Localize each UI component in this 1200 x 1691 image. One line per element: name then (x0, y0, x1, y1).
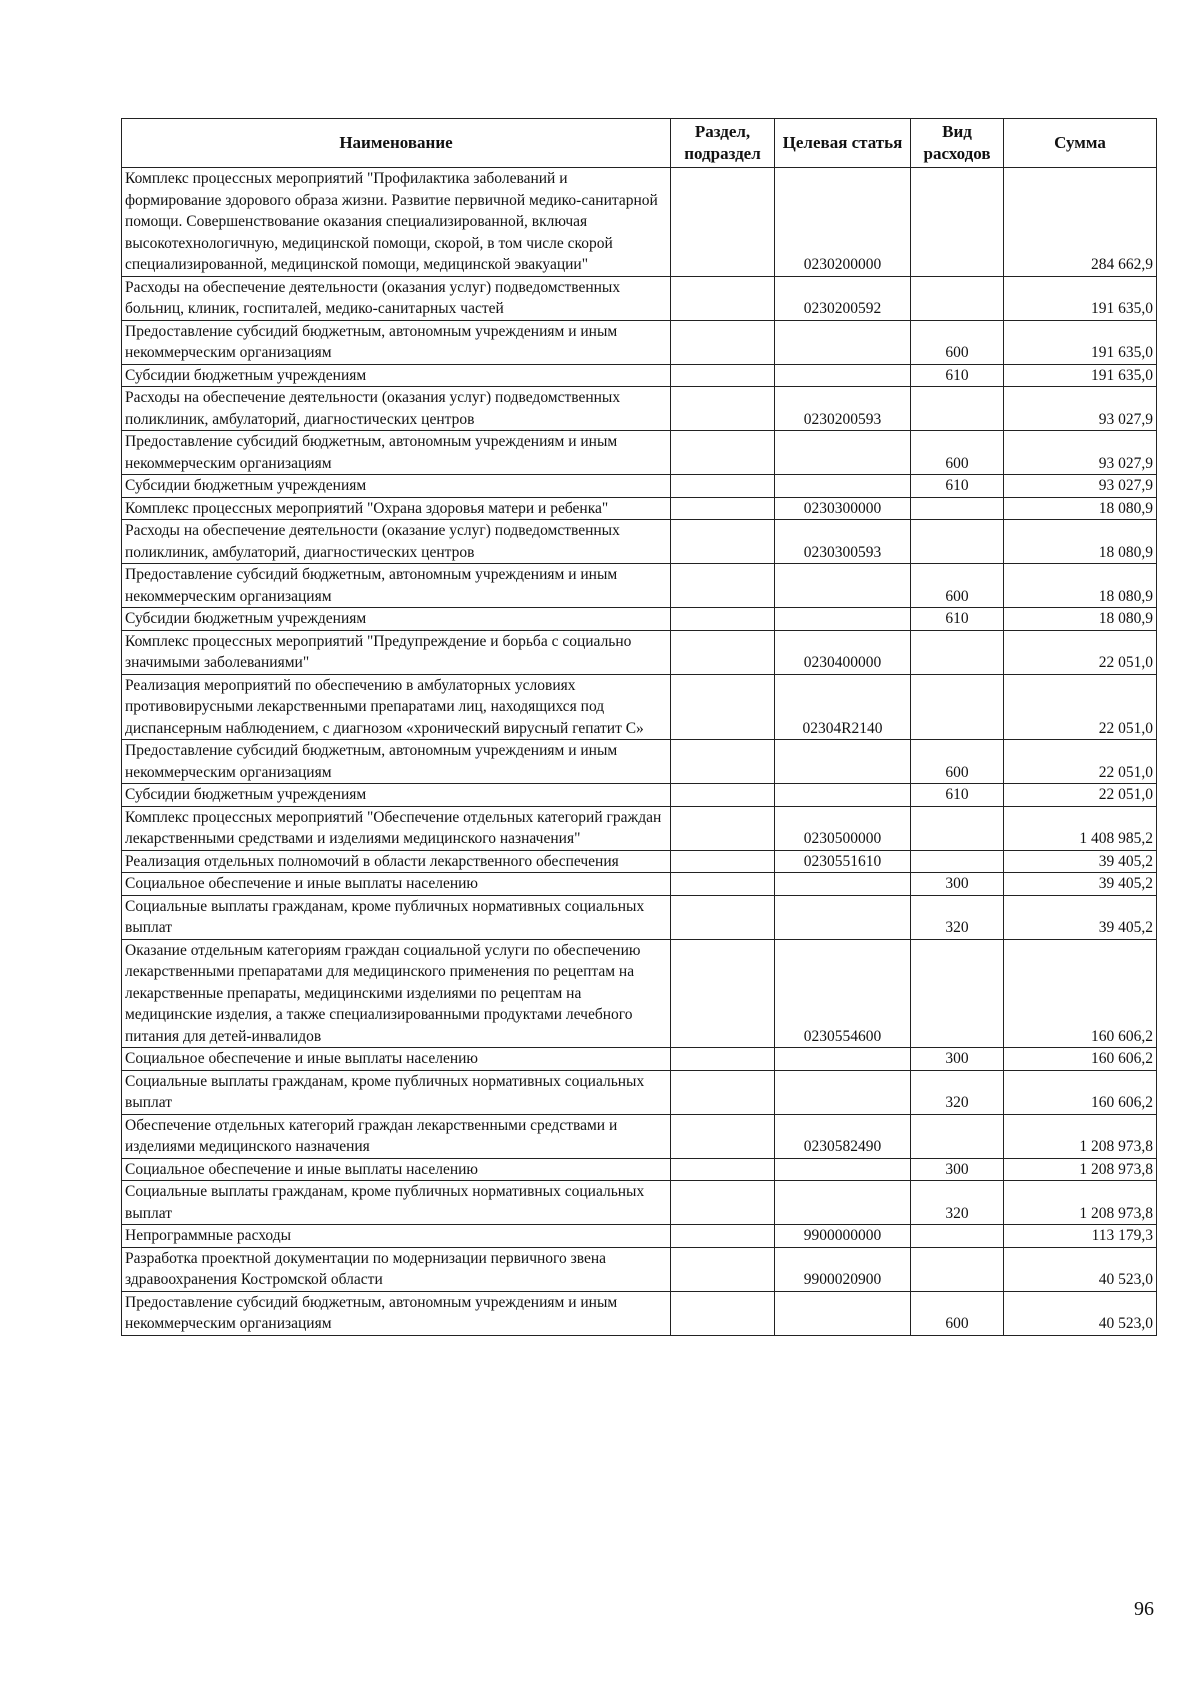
row-section-cell (671, 1225, 775, 1248)
row-target-cell: 0230551610 (775, 850, 911, 873)
header-target: Целевая статья (775, 119, 911, 168)
row-name-cell: Предоставление субсидий бюджетным, автономным учреждениям и иным некоммерческим организациям (122, 564, 671, 608)
row-kind-cell (911, 520, 1004, 564)
row-target-cell (775, 1291, 911, 1335)
row-name-cell: Расходы на обеспечение деятельности (оказания услуг) подведомственных больниц, клиник, госпиталей, медико-санитарных частей (122, 276, 671, 320)
row-kind-cell: 600 (911, 740, 1004, 784)
row-sum-cell: 93 027,9 (1004, 431, 1157, 475)
table-row (122, 1048, 1157, 1071)
row-target-cell: 9900020900 (775, 1247, 911, 1291)
row-sum-cell: 40 523,0 (1004, 1247, 1157, 1291)
row-section-cell (671, 1181, 775, 1225)
table-row (122, 431, 1157, 475)
row-section-cell (671, 939, 775, 1048)
row-section-cell (671, 1048, 775, 1071)
row-sum-cell: 191 635,0 (1004, 276, 1157, 320)
row-target-cell: 0230200592 (775, 276, 911, 320)
table-body (122, 168, 1157, 1336)
row-name-cell: Социальные выплаты гражданам, кроме публичных нормативных социальных выплат (122, 1070, 671, 1114)
row-kind-cell (911, 168, 1004, 277)
row-target-cell (775, 475, 911, 498)
row-target-cell (775, 1181, 911, 1225)
row-target-cell: 9900000000 (775, 1225, 911, 1248)
table-row (122, 784, 1157, 807)
row-name-cell: Расходы на обеспечение деятельности (оказание услуг) подведомственных поликлиник, амбулаторий, диагностических центров (122, 520, 671, 564)
row-sum-cell: 1 408 985,2 (1004, 806, 1157, 850)
row-name-cell: Предоставление субсидий бюджетным, автономным учреждениям и иным некоммерческим организациям (122, 431, 671, 475)
row-target-cell (775, 873, 911, 896)
row-sum-cell: 22 051,0 (1004, 674, 1157, 740)
row-section-cell (671, 630, 775, 674)
table-row (122, 276, 1157, 320)
row-target-cell: 0230500000 (775, 806, 911, 850)
row-name-cell: Социальные выплаты гражданам, кроме публичных нормативных социальных выплат (122, 1181, 671, 1225)
row-sum-cell: 40 523,0 (1004, 1291, 1157, 1335)
row-sum-cell: 22 051,0 (1004, 630, 1157, 674)
row-kind-cell (911, 1114, 1004, 1158)
row-name-cell: Социальное обеспечение и иные выплаты населению (122, 1158, 671, 1181)
table-row (122, 674, 1157, 740)
row-sum-cell: 93 027,9 (1004, 387, 1157, 431)
row-name-cell: Социальное обеспечение и иные выплаты населению (122, 873, 671, 896)
row-kind-cell (911, 850, 1004, 873)
row-sum-cell: 22 051,0 (1004, 784, 1157, 807)
row-kind-cell (911, 939, 1004, 1048)
row-target-cell (775, 895, 911, 939)
table-row (122, 895, 1157, 939)
table-row (122, 1291, 1157, 1335)
table-row (122, 497, 1157, 520)
table-row (122, 740, 1157, 784)
row-kind-cell: 300 (911, 1048, 1004, 1071)
row-name-cell: Социальные выплаты гражданам, кроме публичных нормативных социальных выплат (122, 895, 671, 939)
row-kind-cell: 600 (911, 320, 1004, 364)
row-kind-cell (911, 276, 1004, 320)
row-kind-cell: 300 (911, 873, 1004, 896)
table-row (122, 520, 1157, 564)
table-row (122, 850, 1157, 873)
table-row (122, 608, 1157, 631)
table-row (122, 1114, 1157, 1158)
row-sum-cell: 39 405,2 (1004, 895, 1157, 939)
table-row (122, 320, 1157, 364)
row-name-cell: Реализация мероприятий по обеспечению в амбулаторных условиях противовирусными лекарственными препаратами лиц, находящихся под диспансерным наблюдением, с диагнозом «хронический вирусный гепатит С» (122, 674, 671, 740)
header-sum: Сумма (1004, 119, 1157, 168)
table-row (122, 1158, 1157, 1181)
row-kind-cell: 600 (911, 564, 1004, 608)
row-target-cell (775, 431, 911, 475)
row-section-cell (671, 320, 775, 364)
row-section-cell (671, 1247, 775, 1291)
row-kind-cell: 610 (911, 364, 1004, 387)
row-target-cell (775, 740, 911, 784)
table-row (122, 1247, 1157, 1291)
header-kind: Вид расходов (911, 119, 1004, 168)
row-section-cell (671, 608, 775, 631)
row-sum-cell: 191 635,0 (1004, 320, 1157, 364)
row-target-cell (775, 564, 911, 608)
row-section-cell (671, 806, 775, 850)
row-target-cell: 0230200000 (775, 168, 911, 277)
row-kind-cell (911, 630, 1004, 674)
row-section-cell (671, 1291, 775, 1335)
row-section-cell (671, 850, 775, 873)
row-section-cell (671, 168, 775, 277)
row-kind-cell: 300 (911, 1158, 1004, 1181)
row-sum-cell: 18 080,9 (1004, 608, 1157, 631)
row-target-cell (775, 364, 911, 387)
row-sum-cell: 18 080,9 (1004, 497, 1157, 520)
row-name-cell: Комплекс процессных мероприятий "Профилактика заболеваний и формирование здорового образа жизни. Развитие первичной медико-санитарной помощи. Совершенствование оказания специализированной, включая высокотехнологичную, медицинской помощи, скорой, в том числе скорой специализированной, медицинской помощи, медицинской эвакуации" (122, 168, 671, 277)
row-sum-cell: 18 080,9 (1004, 564, 1157, 608)
row-kind-cell (911, 1247, 1004, 1291)
row-kind-cell: 600 (911, 431, 1004, 475)
row-target-cell (775, 1048, 911, 1071)
row-section-cell (671, 431, 775, 475)
row-kind-cell (911, 1225, 1004, 1248)
table-row (122, 387, 1157, 431)
row-section-cell (671, 1158, 775, 1181)
row-sum-cell: 1 208 973,8 (1004, 1181, 1157, 1225)
row-kind-cell (911, 674, 1004, 740)
table-row (122, 168, 1157, 277)
row-name-cell: Оказание отдельным категориям граждан социальной услуги по обеспечению лекарственными препаратами для медицинского применения по рецептам на лекарственные препараты, медицинскими изделиями по рецептам на медицинские изделия, а также специализированными продуктами лечебного питания для детей-инвалидов (122, 939, 671, 1048)
row-kind-cell: 320 (911, 1181, 1004, 1225)
row-target-cell: 0230200593 (775, 387, 911, 431)
row-sum-cell: 39 405,2 (1004, 873, 1157, 896)
row-sum-cell: 191 635,0 (1004, 364, 1157, 387)
row-section-cell (671, 364, 775, 387)
row-name-cell: Предоставление субсидий бюджетным, автономным учреждениям и иным некоммерческим организациям (122, 740, 671, 784)
row-target-cell: 0230582490 (775, 1114, 911, 1158)
table-row (122, 1225, 1157, 1248)
budget-table (121, 118, 1157, 1336)
row-section-cell (671, 740, 775, 784)
row-sum-cell: 93 027,9 (1004, 475, 1157, 498)
row-name-cell: Субсидии бюджетным учреждениям (122, 475, 671, 498)
row-kind-cell: 320 (911, 1070, 1004, 1114)
row-target-cell: 0230400000 (775, 630, 911, 674)
row-sum-cell: 113 179,3 (1004, 1225, 1157, 1248)
row-kind-cell: 610 (911, 784, 1004, 807)
row-target-cell: 0230300593 (775, 520, 911, 564)
row-name-cell: Реализация отдельных полномочий в области лекарственного обеспечения (122, 850, 671, 873)
row-sum-cell: 284 662,9 (1004, 168, 1157, 277)
row-name-cell: Субсидии бюджетным учреждениям (122, 608, 671, 631)
row-target-cell: 02304R2140 (775, 674, 911, 740)
row-name-cell: Субсидии бюджетным учреждениям (122, 364, 671, 387)
row-sum-cell: 1 208 973,8 (1004, 1158, 1157, 1181)
row-kind-cell: 610 (911, 608, 1004, 631)
row-kind-cell (911, 806, 1004, 850)
row-name-cell: Предоставление субсидий бюджетным, автономным учреждениям и иным некоммерческим организациям (122, 320, 671, 364)
header-section: Раздел, подраздел (671, 119, 775, 168)
row-name-cell: Расходы на обеспечение деятельности (оказания услуг) подведомственных поликлиник, амбулаторий, диагностических центров (122, 387, 671, 431)
row-section-cell (671, 387, 775, 431)
row-section-cell (671, 1114, 775, 1158)
table-row (122, 564, 1157, 608)
row-section-cell (671, 475, 775, 498)
row-name-cell: Комплекс процессных мероприятий "Обеспечение отдельных категорий граждан лекарственными средствами и изделиями медицинского назначения" (122, 806, 671, 850)
row-section-cell (671, 1070, 775, 1114)
row-sum-cell: 160 606,2 (1004, 1048, 1157, 1071)
row-name-cell: Комплекс процессных мероприятий "Предупреждение и борьба с социально значимыми заболеваниями" (122, 630, 671, 674)
row-name-cell: Обеспечение отдельных категорий граждан лекарственными средствами и изделиями медицинского назначения (122, 1114, 671, 1158)
row-name-cell: Непрограммные расходы (122, 1225, 671, 1248)
table-row (122, 475, 1157, 498)
table-row (122, 873, 1157, 896)
row-name-cell: Субсидии бюджетным учреждениям (122, 784, 671, 807)
page-number: 96 (1134, 1598, 1154, 1620)
row-kind-cell (911, 387, 1004, 431)
row-kind-cell: 320 (911, 895, 1004, 939)
table-header (122, 119, 1157, 168)
row-section-cell (671, 564, 775, 608)
row-sum-cell: 1 208 973,8 (1004, 1114, 1157, 1158)
header-name: Наименование (122, 119, 671, 168)
row-name-cell: Комплекс процессных мероприятий "Охрана здоровья матери и ребенка" (122, 497, 671, 520)
row-target-cell: 0230300000 (775, 497, 911, 520)
table-row (122, 364, 1157, 387)
row-sum-cell: 18 080,9 (1004, 520, 1157, 564)
row-section-cell (671, 497, 775, 520)
row-target-cell (775, 320, 911, 364)
row-section-cell (671, 674, 775, 740)
row-target-cell (775, 608, 911, 631)
row-kind-cell: 600 (911, 1291, 1004, 1335)
row-sum-cell: 22 051,0 (1004, 740, 1157, 784)
row-sum-cell: 160 606,2 (1004, 939, 1157, 1048)
row-target-cell (775, 1158, 911, 1181)
row-section-cell (671, 895, 775, 939)
row-section-cell (671, 520, 775, 564)
table-row (122, 630, 1157, 674)
row-target-cell (775, 1070, 911, 1114)
row-name-cell: Социальное обеспечение и иные выплаты населению (122, 1048, 671, 1071)
table-row (122, 1181, 1157, 1225)
table-row (122, 806, 1157, 850)
row-sum-cell: 160 606,2 (1004, 1070, 1157, 1114)
row-target-cell: 0230554600 (775, 939, 911, 1048)
row-name-cell: Разработка проектной документации по модернизации первичного звена здравоохранения Костромской области (122, 1247, 671, 1291)
row-target-cell (775, 784, 911, 807)
row-section-cell (671, 873, 775, 896)
row-name-cell: Предоставление субсидий бюджетным, автономным учреждениям и иным некоммерческим организациям (122, 1291, 671, 1335)
table-row (122, 939, 1157, 1048)
table-row (122, 1070, 1157, 1114)
row-kind-cell (911, 497, 1004, 520)
row-section-cell (671, 276, 775, 320)
row-section-cell (671, 784, 775, 807)
row-sum-cell: 39 405,2 (1004, 850, 1157, 873)
row-kind-cell: 610 (911, 475, 1004, 498)
